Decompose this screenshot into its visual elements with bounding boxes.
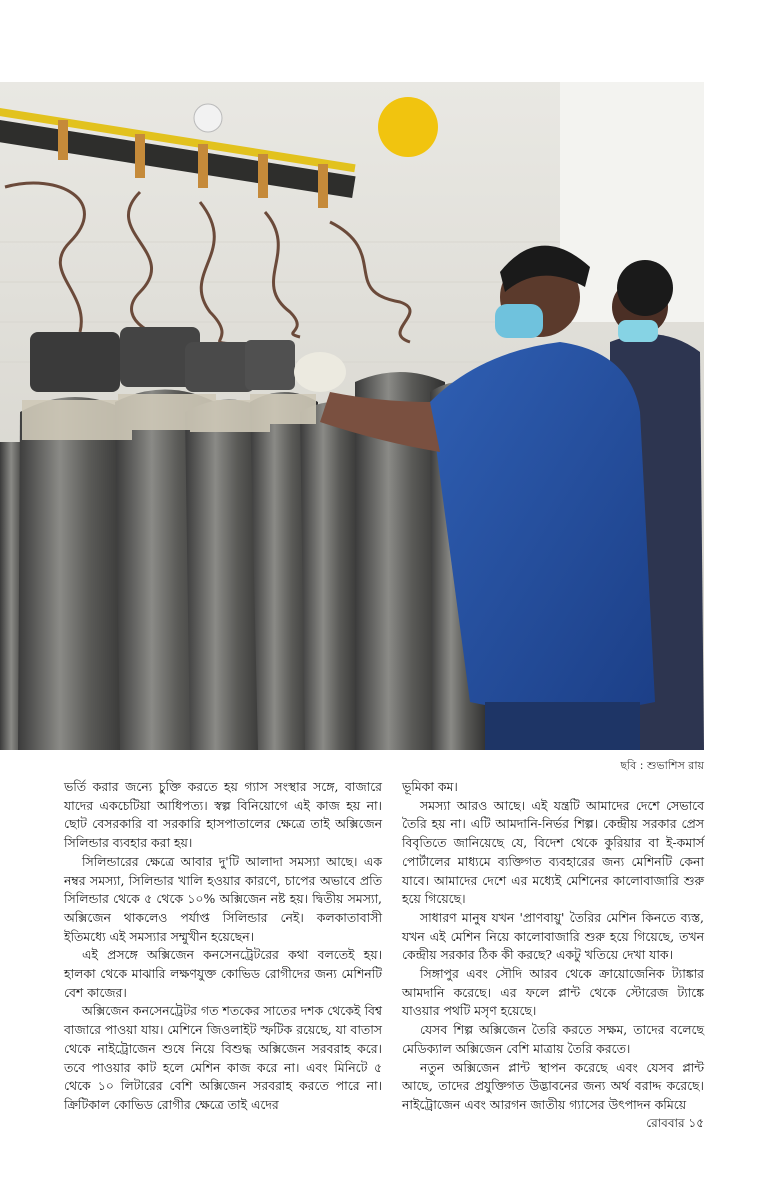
paragraph: সমস্যা আরও আছে। এই যন্ত্রটি আমাদের দেশে সেভাবে তৈরি হয় না। এটি আমদানি-নির্ভর শিল্প। কেন্দ্রীয় সরকার প্রেস বিবৃতিতে জানিয়েছে যে, বিদেশ থেকে কুরিয়ার বা ই-কমার্স পোর্টালের মাধ্যমে ব্যক্তিগত ব্যবহারের জন্য মেশিনটি কেনা যাবে। আমাদের দেশে এর মধ্যেই মেশিনের কালোবাজারি শুরু হয়ে গিয়েছে। (402, 797, 704, 907)
paragraph: ভর্তি করার জন্যে চুক্তি করতে হয় গ্যাস সংস্থার সঙ্গে, বাজারে যাদের একচেটিয়া আধিপত্য। স্বল্প বিনিয়োগে এই কাজ হয় না। ছোট বেসরকারি বা সরকারি হাসপাতালের ক্ষেত্রে তাই অক্সিজেন সিলিন্ডার ব্যবহার করা হয়। (64, 779, 382, 851)
page-folio: রোববার ১৫ (646, 1116, 704, 1130)
article-photo (0, 82, 704, 750)
article-column-right (402, 778, 704, 1115)
paragraph: সিলিন্ডারের ক্ষেত্রে আবার দু'টি আলাদা সমস্যা আছে। এক নম্বর সমস্যা, সিলিন্ডার খালি হওয়ার কারণে, চাপের অভাবে প্রতি সিলিন্ডার থেকে ৫ থেকে ১০% অক্সিজেন নষ্ট হয়। দ্বিতীয় সমস্যা, অক্সিজেন থাকলেও পর্যাপ্ত সিলিন্ডার নেই। কলকাতাবাসী ইতিমধ্যে এই সমস্যার সম্মুখীন হয়েছেন। (64, 853, 382, 944)
oxygen-cylinders-photo (0, 82, 704, 750)
paragraph: সিঙ্গাপুর এবং সৌদি আরব থেকে ক্রায়োজেনিক ট্যাঙ্কার আমদানি করেছে। এর ফলে প্লান্ট থেকে স্টোরেজ ট্যাঙ্কে যাওয়ার পথটি মসৃণ হয়েছে। (402, 966, 704, 1019)
paragraph: সাধারণ মানুষ যখন 'প্রাণবায়ু' তৈরির মেশিন কিনতে ব্যস্ত, যখন এই মেশিন নিয়ে কালোবাজারি শুরু হয়ে গিয়েছে, তখন কেন্দ্রীয় সরকার ঠিক কী করছে? একটু খতিয়ে দেখা যাক। (402, 909, 704, 963)
article-column-left (64, 778, 382, 1115)
paragraph: নতুন অক্সিজেন প্লান্ট স্থাপন করেছে এবং যেসব প্লান্ট আছে, তাদের প্রযুক্তিগত উদ্ভাবনের জন্য অর্থ বরাদ্দ করেছে। নাইট্রোজেন এবং আরগন জাতীয় গ্যাসের উৎপাদন কমিয়ে (402, 1059, 704, 1112)
paragraph: ভূমিকা কম। (402, 779, 458, 794)
paragraph: অক্সিজেন কনসেনট্রেটর গত শতকের সাতের দশক থেকেই বিশ্ব বাজারে পাওয়া যায়। মেশিনে জিওলাইট স্ফটিক রয়েছে, যা বাতাস থেকে নাইট্রোজেন শুষে নিয়ে বিশুদ্ধ অক্সিজেন সরবরাহ করে। তবে পাওয়ার কাট হলে মেশিন কাজ করে না। এবং মিনিটে ৫ থেকে ১০ লিটারের বেশি অক্সিজেন সরবরাহ করতে পারে না। ক্রিটিকাল কোভিড রোগীর ক্ষেত্রে তাই এদের (64, 1003, 382, 1112)
paragraph: এই প্রসঙ্গে অক্সিজেন কনসেনট্রেটরের কথা বলতেই হয়। হালকা থেকে মাঝারি লক্ষণযুক্ত কোভিড রোগীদের জন্য মেশিনটি বেশ কাজের। (64, 947, 382, 1000)
paragraph: যেসব শিল্প অক্সিজেন তৈরি করতে সক্ষম, তাদের বলেছে মেডিক্যাল অক্সিজেন বেশি মাত্রায় তৈরি করতে। (402, 1022, 704, 1056)
photo-credit: ছবি : শুভাশিস রায় (620, 759, 704, 772)
